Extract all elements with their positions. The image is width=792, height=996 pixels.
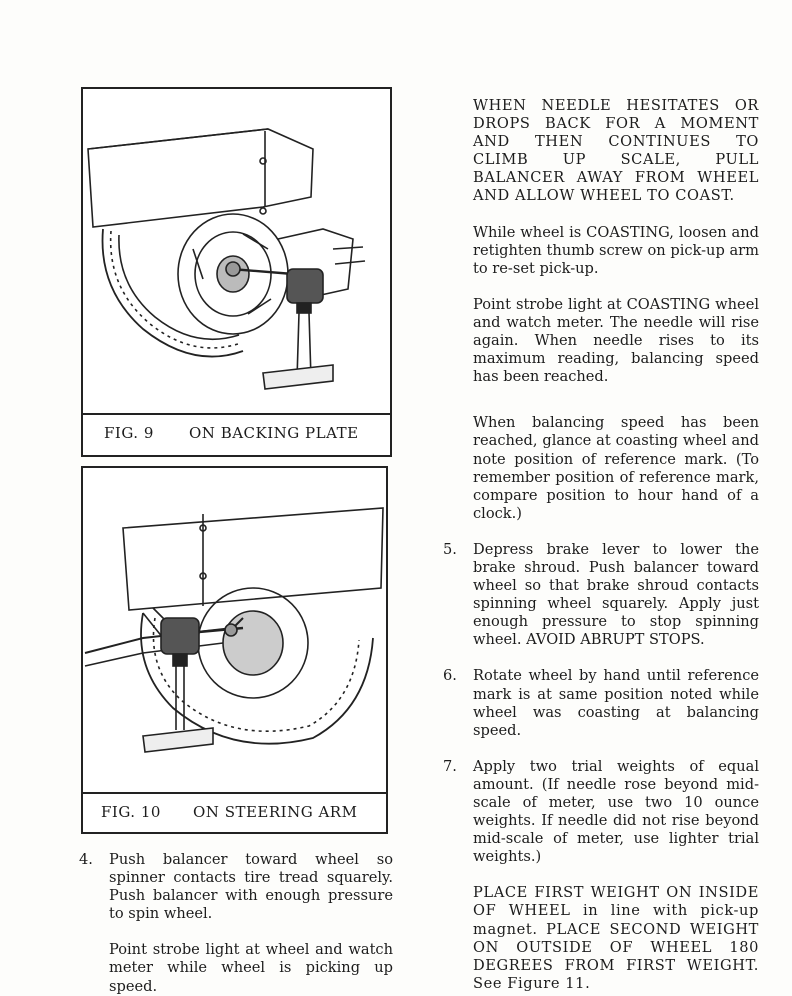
figure-number: FIG. 10 xyxy=(101,803,161,821)
paragraph: Point strobe light at wheel and watch meter while wheel is picking up speed. xyxy=(109,941,393,995)
step-6 xyxy=(443,667,759,739)
step-4 xyxy=(79,851,393,923)
step-text: Depress brake lever to lower the brake shroud. Push balancer toward wheel so that brake shroud contacts spinning wheel squarely. Apply just enough pressure to stop spinning wheel. AVOID ABRUPT STOPS. xyxy=(473,540,759,649)
paragraph: Point strobe light at COASTING wheel and watch meter. The needle will rise again. When needle rises to its maximum reading, balancing speed has been reached. xyxy=(473,295,759,386)
figure-9 xyxy=(81,87,392,457)
figure-10-illustration xyxy=(83,468,386,790)
figure-caption: ON STEERING ARM xyxy=(193,803,358,821)
figure-caption: ON BACKING PLATE xyxy=(189,424,359,442)
step-text: Rotate wheel by hand until reference mark is at same position noted while wheel was coasting at balancing speed. xyxy=(473,667,759,739)
figure-number: FIG. 9 xyxy=(104,424,154,442)
step-text: Push balancer toward wheel so spinner contacts tire tread squarely. Push balancer with enough pressure to spin wheel. xyxy=(109,851,393,923)
step-number: 7. xyxy=(443,757,457,775)
left-column xyxy=(79,851,393,996)
caps-instruction: WHEN NEEDLE HESITATES OR DROPS BACK FOR A MOMENT AND THEN CONTINUES TO CLIMB UP SCALE, PULL BALANCER AWAY FROM WHEEL AND ALLOW WHEEL TO COAST. xyxy=(473,97,759,205)
step-5 xyxy=(443,540,759,650)
paragraph: When balancing speed has been reached, glance at coasting wheel and note position of reference mark. (To remember position of reference mark, compare position to hour hand of a clock.) xyxy=(473,414,759,522)
figure-10 xyxy=(81,466,388,834)
figure-10-caption xyxy=(83,792,386,832)
step-number: 6. xyxy=(443,667,457,685)
figure-9-illustration xyxy=(83,89,390,411)
figure-9-caption xyxy=(83,413,390,455)
paragraph: While wheel is COASTING, loosen and retighten thumb screw on pick-up arm to re-set pick-up. xyxy=(473,223,759,277)
step-number: 5. xyxy=(443,540,457,558)
step-text: Apply two trial weights of equal amount. (If needle rose beyond mid-scale of meter, use two 10 ounce weights. If needle did not rise beyond mid-scale of meter, use lighter trial weights.) xyxy=(473,757,759,866)
caps-instruction: PLACE FIRST WEIGHT ON INSIDE OF WHEEL in line with pick-up magnet. PLACE SECOND WEIGHT ON OUTSIDE OF WHEEL 180 DEGREES FROM FIRST WEIGHT. See Figure 11. xyxy=(473,884,759,992)
step-number: 4. xyxy=(79,851,93,868)
step-7 xyxy=(443,757,759,867)
right-column xyxy=(443,97,759,993)
